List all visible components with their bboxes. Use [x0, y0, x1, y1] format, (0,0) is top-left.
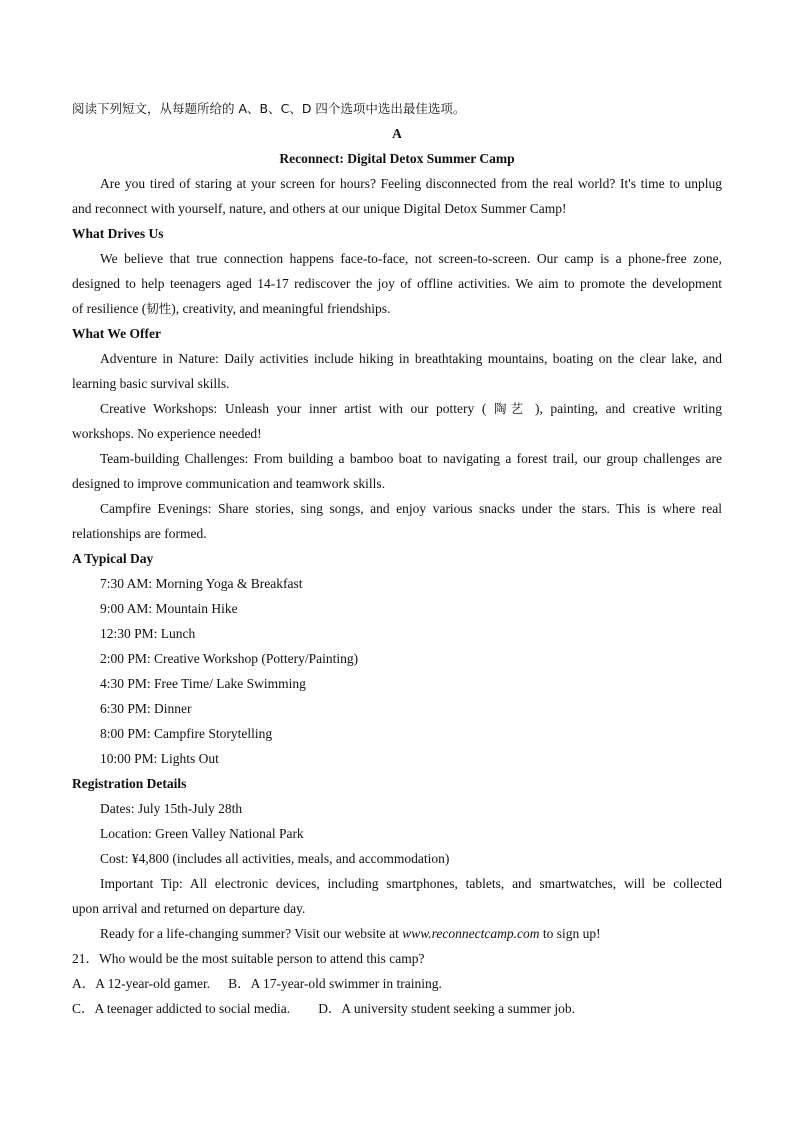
schedule-item: 9:00 AM: Mountain Hike — [100, 601, 238, 616]
option-c[interactable]: C．A teenager addicted to social media. — [72, 1001, 291, 1016]
instruction: 阅读下列短文，从每题所给的 A、B、C、D 四个选项中选出最佳选项。 — [72, 101, 466, 116]
intro-line-1: Are you tired of staring at your screen for hours? Feeling disconnected from the real world? It's time to unplug — [100, 176, 722, 191]
ready-text-a: Ready for a life-changing summer? Visit our website at — [100, 926, 403, 941]
option-b[interactable]: B．A 17-year-old swimmer in training. — [228, 976, 442, 991]
offer-creative-1a: Creative Workshops: Unleash your inner artist with our pottery ( — [100, 401, 487, 416]
offer-heading: What We Offer — [72, 326, 161, 341]
section-letter: A — [392, 126, 402, 141]
schedule-item: 8:00 PM: Campfire Storytelling — [100, 726, 273, 741]
registration-cost: Cost: ¥4,800 (includes all activities, meals, and accommodation) — [100, 851, 450, 866]
registration-location: Location: Green Valley National Park — [100, 826, 304, 841]
schedule-item: 10:00 PM: Lights Out — [100, 751, 219, 766]
offer-nature-2: learning basic survival skills. — [72, 376, 230, 391]
schedule-item: 7:30 AM: Morning Yoga & Breakfast — [100, 576, 303, 591]
offer-creative-2: workshops. No experience needed! — [72, 426, 262, 441]
day-heading: A Typical Day — [72, 551, 154, 566]
intro-line-2: and reconnect with yourself, nature, and others at our unique Digital Detox Summer Camp! — [72, 201, 567, 216]
schedule-item: 2:00 PM: Creative Workshop (Pottery/Painting) — [100, 651, 359, 666]
document-page — [72, 96, 722, 1021]
drives-heading: What Drives Us — [72, 226, 164, 241]
offer-campfire-2: relationships are formed. — [72, 526, 207, 541]
offer-creative-1b: ), painting, and creative writing — [534, 401, 723, 416]
options-row-1 — [72, 971, 722, 996]
drives-line-2: designed to help teenagers aged 14-17 rediscover the joy of offline activities. We aim to promote the development — [72, 276, 722, 291]
registration-tip-1: Important Tip: All electronic devices, including smartphones, tablets, and smartwatches, will be collected — [100, 876, 722, 891]
option-d[interactable]: D．A university student seeking a summer job. — [318, 1001, 576, 1016]
pottery-chinese: 陶艺 — [493, 401, 528, 416]
schedule-item: 6:30 PM: Dinner — [100, 701, 192, 716]
option-a[interactable]: A．A 12-year-old gamer. — [72, 976, 211, 991]
offer-nature-1: Adventure in Nature: Daily activities include hiking in breathtaking mountains, boating on the clear lake, and — [100, 351, 722, 366]
drives-line-3b: ), creativity, and meaningful friendships. — [171, 301, 391, 316]
website-link[interactable]: www.reconnectcamp.com — [402, 926, 540, 941]
page-title: Reconnect: Digital Detox Summer Camp — [279, 151, 515, 166]
question-stem: 21．Who would be the most suitable person to attend this camp? — [72, 951, 425, 966]
offer-team-2: designed to improve communication and teamwork skills. — [72, 476, 386, 491]
registration-tip-2: upon arrival and returned on departure day. — [72, 901, 306, 916]
registration-dates: Dates: July 15th-July 28th — [100, 801, 243, 816]
schedule-item: 12:30 PM: Lunch — [100, 626, 196, 641]
ready-text-b: to sign up! — [539, 926, 601, 941]
registration-ready — [72, 921, 722, 946]
offer-creative-1 — [72, 396, 722, 421]
registration-heading: Registration Details — [72, 776, 187, 791]
resilience-chinese: 韧性 — [146, 301, 172, 316]
offer-campfire-1: Campfire Evenings: Share stories, sing songs, and enjoy various snacks under the stars. This is where real — [100, 501, 722, 516]
drives-line-3a: of resilience ( — [72, 301, 147, 316]
drives-line-3 — [72, 296, 722, 321]
offer-team-1: Team-building Challenges: From building a bamboo boat to navigating a forest trail, our group challenges are — [100, 451, 722, 466]
drives-line-1: We believe that true connection happens face-to-face, not screen-to-screen. Our camp is a phone-free zone, — [100, 251, 722, 266]
schedule-item: 4:30 PM: Free Time/ Lake Swimming — [100, 676, 306, 691]
options-row-2 — [72, 996, 722, 1021]
